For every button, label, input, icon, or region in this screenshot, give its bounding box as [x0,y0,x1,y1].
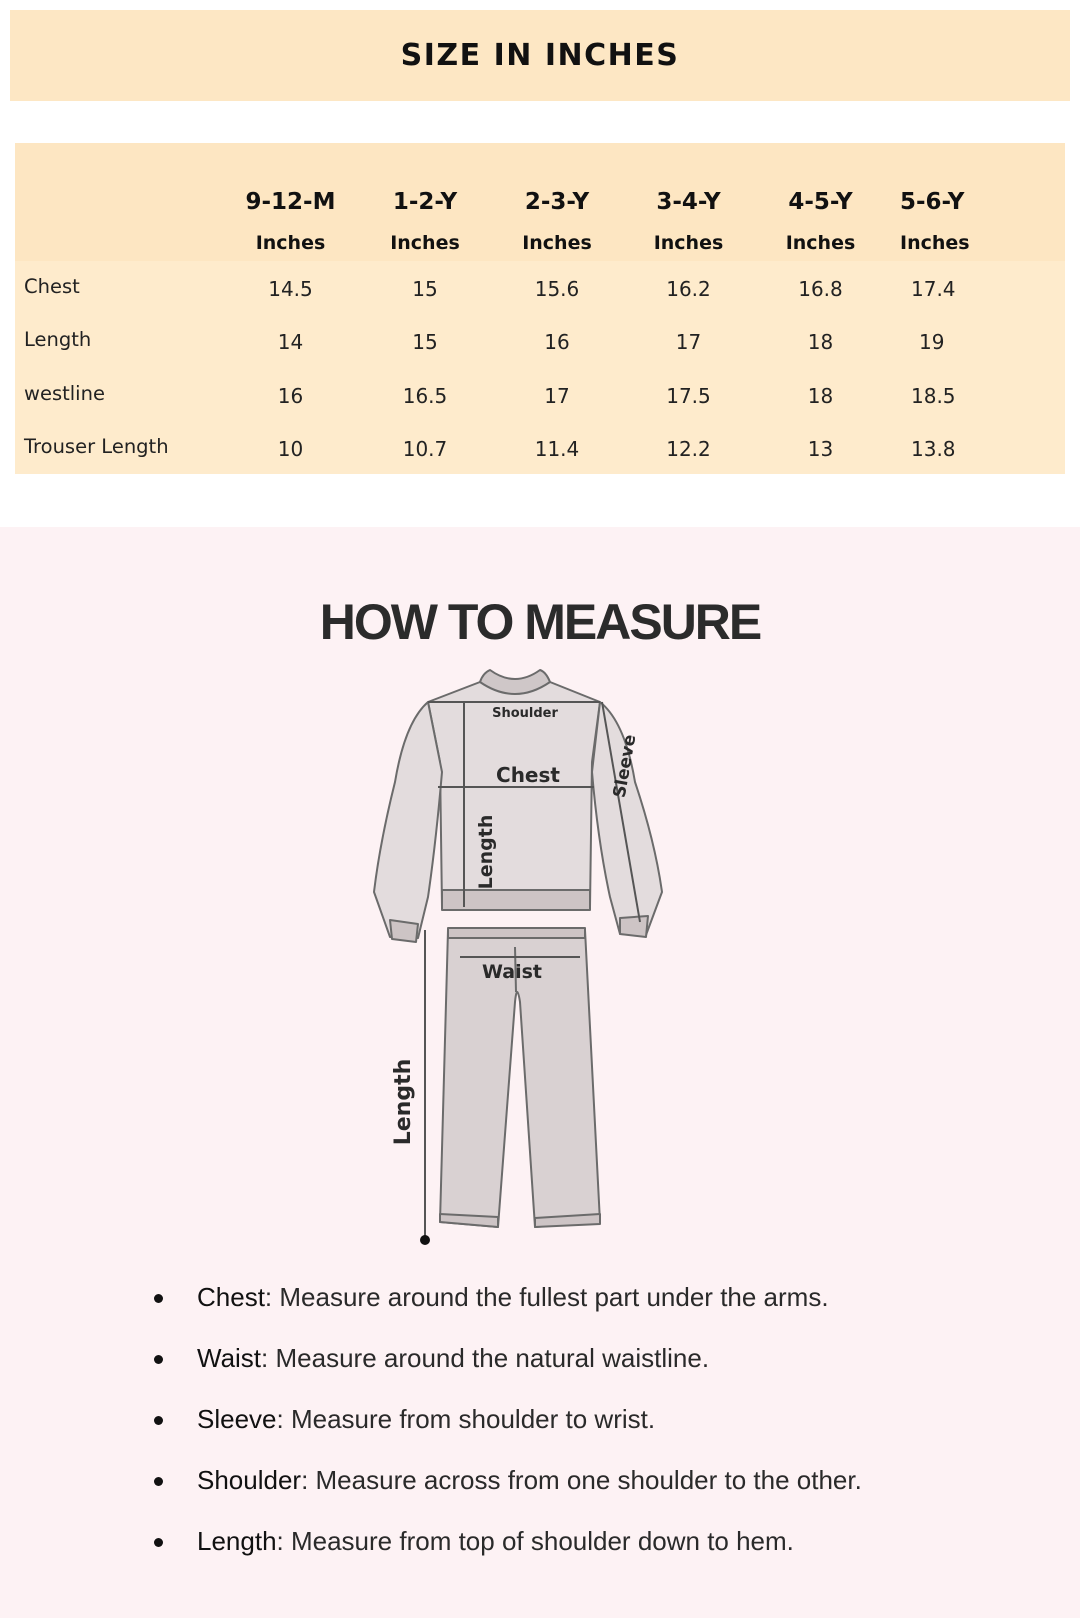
row-label: westline [24,381,105,405]
tip-text: : Measure from shoulder to wrist. [276,1404,656,1434]
row-label: Chest [24,275,80,298]
list-item [140,1526,1040,1587]
size-table [15,143,1065,474]
list-item [140,1404,1040,1465]
table-cell: 17 [675,330,702,355]
tip-text: : Measure around the natural waistline. [261,1343,710,1373]
measurement-tips-list [140,1282,1040,1587]
sleeve-label: Sleeve [609,733,641,800]
list-item [140,1282,1040,1343]
unit-header: Inches [900,232,970,254]
measurement-diagram [370,662,700,1262]
table-cell: 16.8 [798,277,843,301]
title-banner [10,10,1070,101]
tip-term: Chest [197,1282,265,1312]
page-title: SIZE IN INCHES [400,38,680,73]
size-header: 2-3-Y [524,189,590,215]
table-cell: 10.7 [402,436,448,461]
table-cell: 16.5 [402,383,448,408]
row-label: Length [24,328,92,352]
unit-header: Inches [390,232,460,254]
bullet-icon [154,1538,163,1547]
list-item [140,1343,1040,1404]
table-cell: 19 [919,330,945,355]
table-row [15,314,1065,367]
table-cell: 17 [544,383,570,408]
top-length-label: Length [475,814,497,890]
unit-header: Inches [653,232,724,254]
size-header: 5-6-Y [900,189,965,215]
table-cell: 10 [277,436,304,461]
unit-corner [15,225,222,261]
table-cell: 13 [807,436,834,461]
table-cell: 16 [277,383,304,408]
length-end-dot [420,1235,430,1245]
tip-term: Length [197,1526,277,1556]
unit-header: Inches [255,232,326,254]
table-cell: 16.2 [666,277,711,301]
unit-header-row [15,225,1065,261]
shoulder-label: Shoulder [492,706,558,721]
table-cell: 15.6 [534,277,580,301]
section-title: HOW TO MEASURE [319,594,761,650]
table-row [15,261,1065,314]
list-item [140,1465,1040,1526]
size-header-row [15,143,1065,225]
how-to-measure-section [0,527,1080,1618]
table-corner [15,143,222,225]
tip-text: : Measure around the fullest part under the arms. [264,1282,829,1312]
row-label: Trouser Length [24,434,169,458]
table-row [15,421,1065,474]
table-cell: 18.5 [911,383,956,408]
table-row [15,368,1065,421]
size-header: 1-2-Y [392,189,458,215]
bullet-icon [154,1416,163,1425]
size-header: 9-12-M [245,189,336,215]
tip-term: Waist [197,1343,262,1373]
table-cell: 11.4 [534,436,580,461]
table-cell: 17.4 [911,277,956,301]
unit-header: Inches [522,232,592,254]
tip-term: Shoulder [197,1465,302,1495]
chest-label: Chest [496,763,560,787]
table-cell: 18 [807,330,834,355]
tip-text: : Measure from top of shoulder down to hem. [276,1526,794,1556]
size-header: 3-4-Y [656,189,721,215]
table-cell: 14 [277,330,304,355]
table-cell: 16 [544,330,570,355]
trouser-length-label: Length [391,1058,416,1146]
tip-term: Sleeve [197,1404,277,1434]
table-cell: 18 [807,383,834,408]
bullet-icon [154,1355,163,1364]
table-cell: 14.5 [268,277,313,301]
table-cell: 15 [412,277,438,301]
bullet-icon [154,1294,163,1303]
waist-label: Waist [481,961,543,983]
table-cell: 17.5 [666,383,711,408]
table-cell: 13.8 [911,436,956,461]
unit-header: Inches [785,232,856,254]
table-cell: 12.2 [666,436,711,461]
size-header: 4-5-Y [788,189,853,215]
table-cell: 15 [412,330,438,355]
tip-text: : Measure across from one shoulder to the other. [301,1465,862,1495]
bullet-icon [154,1477,163,1486]
